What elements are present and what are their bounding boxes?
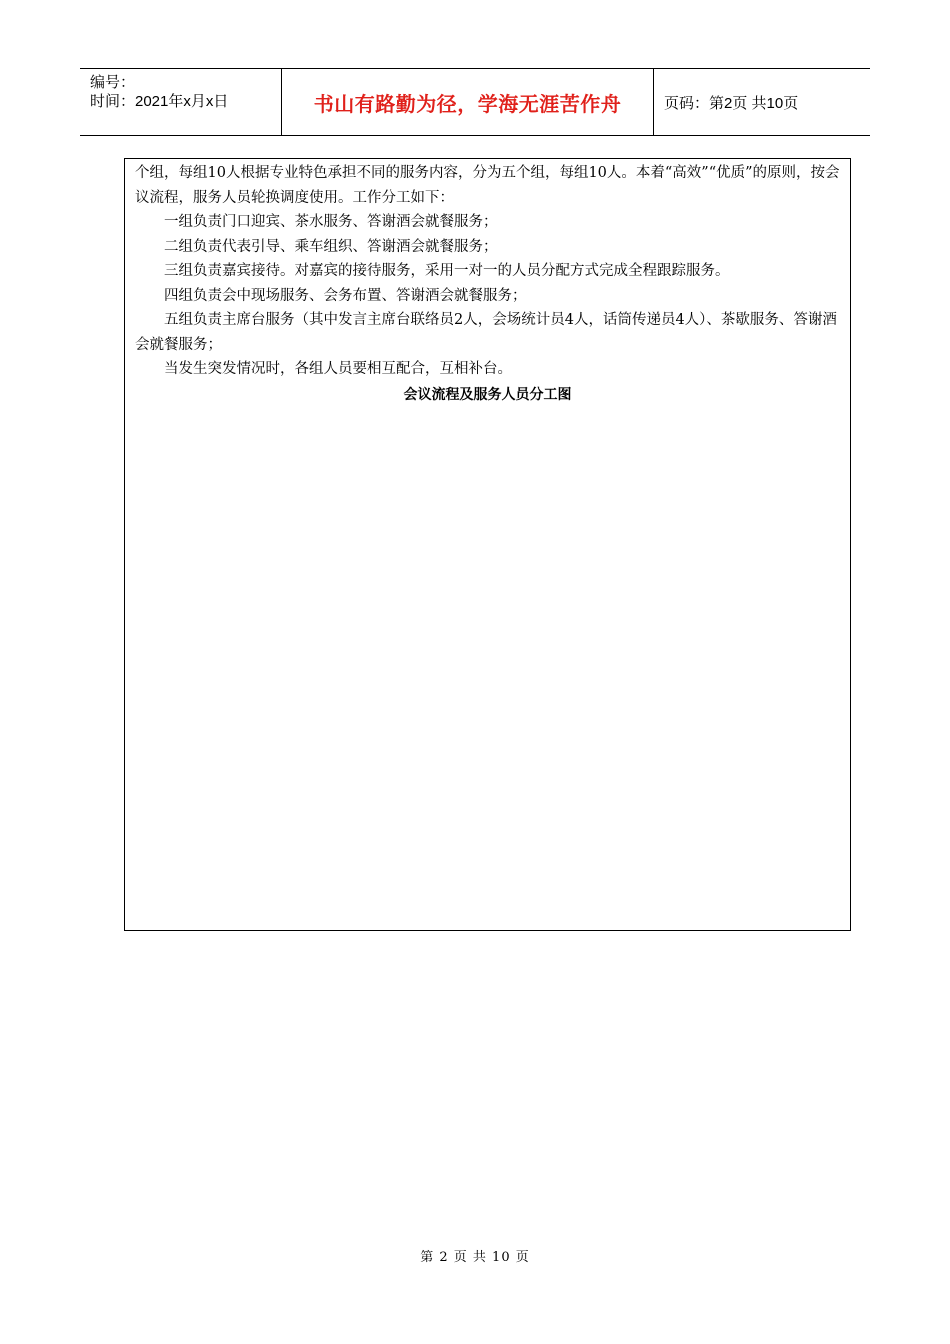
group-1-duty: 一组负责门口迎宾、茶水服务、答谢酒会就餐服务； xyxy=(164,214,498,230)
document-number-label: 编号： xyxy=(90,74,136,91)
group-4-duty: 四组负责会中现场服务、会务布置、答谢酒会就餐服务； xyxy=(164,287,527,304)
header-page-code-cell xyxy=(654,69,870,135)
header-motto-cell xyxy=(281,69,654,135)
group-3-duty: 三组负责嘉宾接待。对嘉宾的接待服务，采用一对一的人员分配方式完成全程跟踪服务。 xyxy=(164,263,730,279)
header-page-code: 页码：第2页 共10页 xyxy=(664,94,799,112)
group-2-duty: 二组负责代表引导、乘车组织、答谢酒会就餐服务； xyxy=(164,238,498,255)
group-5-duty: 五组负责主席台服务（其中发言主席台联络员2人，会场统计员4人，话筒传递员4人）、茶歇服务、答谢酒会就餐服务； xyxy=(135,312,837,353)
document-time-label: 时间：2021年x月x日 xyxy=(90,93,229,110)
content-box xyxy=(124,158,851,931)
flow-chart-title: 会议流程及服务人员分工图 xyxy=(403,386,572,403)
header-info-cell xyxy=(80,69,281,135)
page-header xyxy=(80,68,870,136)
intro-paragraph: 个组，每组10人根据专业特色承担不同的服务内容，分为五个组，每组10人。本着“高效”“优质”的原则，按会议流程，服务人员轮换调度使用。工作分工如下： xyxy=(135,165,840,206)
header-motto: 书山有路勤为径，学海无涯苦作舟 xyxy=(313,91,622,116)
page-footer: 第 2 页 共 10 页 xyxy=(420,1250,530,1265)
emergency-note: 当发生突发情况时，各组人员要相互配合，互相补台。 xyxy=(164,361,512,377)
